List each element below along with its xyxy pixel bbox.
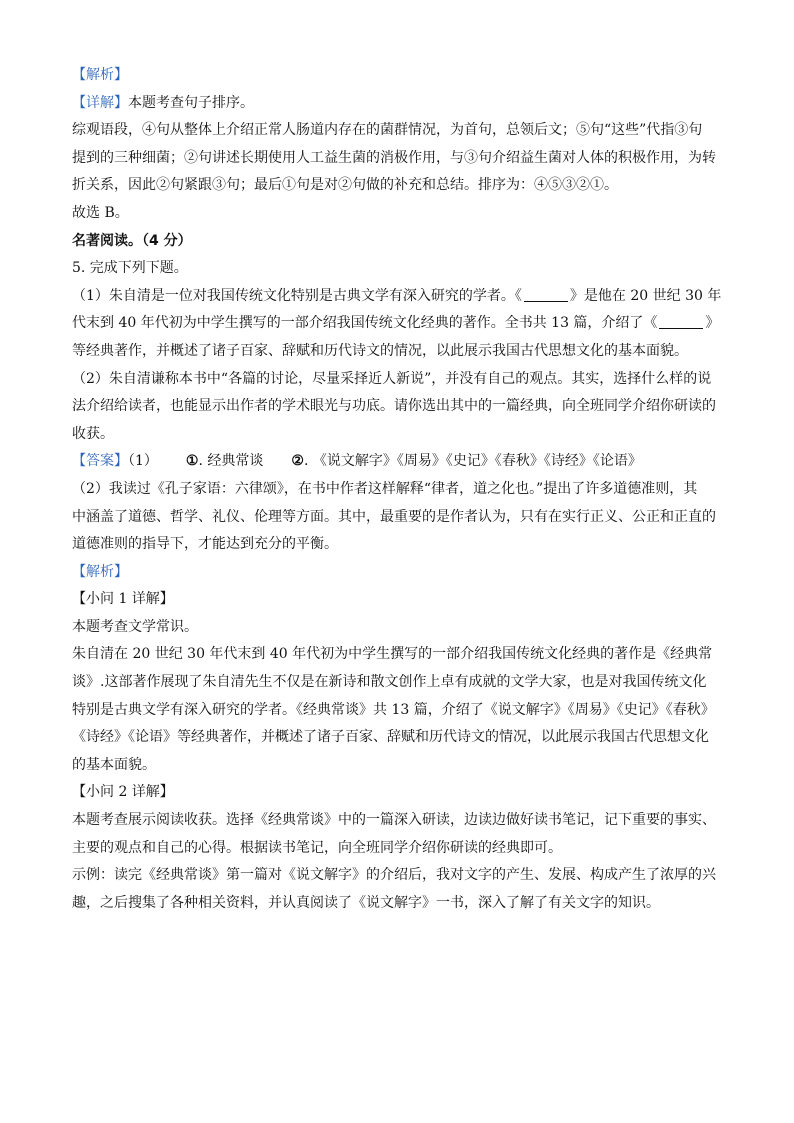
- paragraph-line: 谈》.这部著作展现了朱自清先生不仅是在新诗和散文创作上卓有成就的文学大家，也是对我国传统文化: [72, 674, 707, 691]
- question-line: （1）朱自清是一位对我国传统文化特别是古典文学有深入研究的学者。《 》是他在 20 世纪 30 年: [72, 287, 722, 304]
- paragraph-line: 特别是古典文学有深入研究的学者。《经典常谈》共 13 篇，介绍了《说文解字》《周易》《史记》《春秋》: [72, 701, 715, 718]
- paragraph-line: 综观语段，④句从整体上介绍正常人肠道内存在的菌群情况，为首句，总领后文；⑤句“这些”代指③句: [72, 122, 703, 139]
- answer-line: 道德准则的指导下，才能达到充分的平衡。: [72, 536, 338, 553]
- analysis-tag: 【解析】: [72, 563, 128, 580]
- section-heading: 名著阅读。（4 分）: [72, 232, 192, 249]
- answer-line: （2）我读过《孔子家语：六律颂》，在书中作者这样解释“律者，道之化也。”提出了许多道德准则，其: [72, 480, 698, 497]
- document-page: [72, 62, 722, 917]
- answer-blank: [659, 314, 703, 329]
- paragraph-line: 趣，之后搜集了各种相关资料，并认真阅读了《说文解字》一书，深入了解了有关文字的知识。: [72, 894, 660, 911]
- answer-line: 【答案】（1） ①. 经典常谈 ②. 《说文解字》《周易》《史记》《春秋》《诗经》《论语》: [72, 453, 642, 470]
- paragraph-line: 朱自清在 20 世纪 30 年代末到 40 年代初为中学生撰写的一部介绍我国传统文化经典的著作是《经典常: [72, 646, 713, 663]
- subquestion-tag: 【小问 2 详解】: [72, 784, 174, 801]
- question-line: 法介绍给读者，也能显示出作者的学术眼光与功底。请你选出其中的一篇经典，向全班同学介绍你研读的: [72, 398, 716, 415]
- paragraph-line: 《诗经》《论语》等经典著作，并概述了诸子百家、辞赋和历代诗文的情况，以此展示我国古代思想文化: [72, 729, 709, 746]
- paragraph-line: 提到的三种细菌；②句讲述长期使用人工益生菌的消极作用，与③句介绍益生菌对人体的积极作用，为转: [72, 149, 716, 166]
- detail-line: 【详解】本题考查句子排序。: [72, 94, 254, 111]
- circled-number: ②: [291, 453, 304, 470]
- paragraph-line: 本题考查展示阅读收获。选择《经典常谈》中的一篇深入研读，边读边做好读书笔记，记下重要的事实、: [72, 812, 716, 829]
- subquestion-tag: 【小问 1 详解】: [72, 591, 174, 608]
- question-line: 收获。: [72, 425, 114, 442]
- question-title: 5. 完成下列下题。: [72, 260, 188, 277]
- question-line: （2）朱自清谦称本书中“各篇的讨论，尽量采择近人新说”，并没有自己的观点。其实，选择什么样的说: [72, 370, 712, 387]
- answer-blank: [524, 287, 568, 302]
- analysis-tag: 【解析】: [72, 67, 128, 83]
- answer-line: 中涵盖了道德、哲学、礼仪、伦理等方面。其中，最重要的是作者认为，只有在实行正义、公正和正直的: [72, 508, 716, 525]
- question-line: 代末到 40 年代初为中学生撰写的一部介绍我国传统文化经典的著作。全书共 13 篇，介绍了《 》: [72, 315, 720, 332]
- paragraph-line: 主要的观点和自己的心得。根据读书笔记，向全班同学介绍你研读的经典即可。: [72, 839, 562, 856]
- paragraph-line: 本题考查文学常识。: [72, 618, 198, 635]
- question-line: 等经典著作，并概述了诸子百家、辞赋和历代诗文的情况，以此展示我国古代思想文化的基本面貌。: [72, 342, 688, 359]
- circled-number: ①: [185, 453, 199, 470]
- paragraph-line: 的基本面貌。: [72, 756, 156, 773]
- paragraph-line: 示例：读完《经典常谈》第一篇对《说文解字》的介绍后，我对文字的产生、发展、构成产生了浓厚的兴: [72, 867, 716, 884]
- paragraph-line: 折关系，因此②句紧跟③句；最后①句是对②句做的补充和总结。排序为：④⑤③②①。: [72, 177, 618, 194]
- paragraph-line: 故选 B。: [72, 204, 129, 221]
